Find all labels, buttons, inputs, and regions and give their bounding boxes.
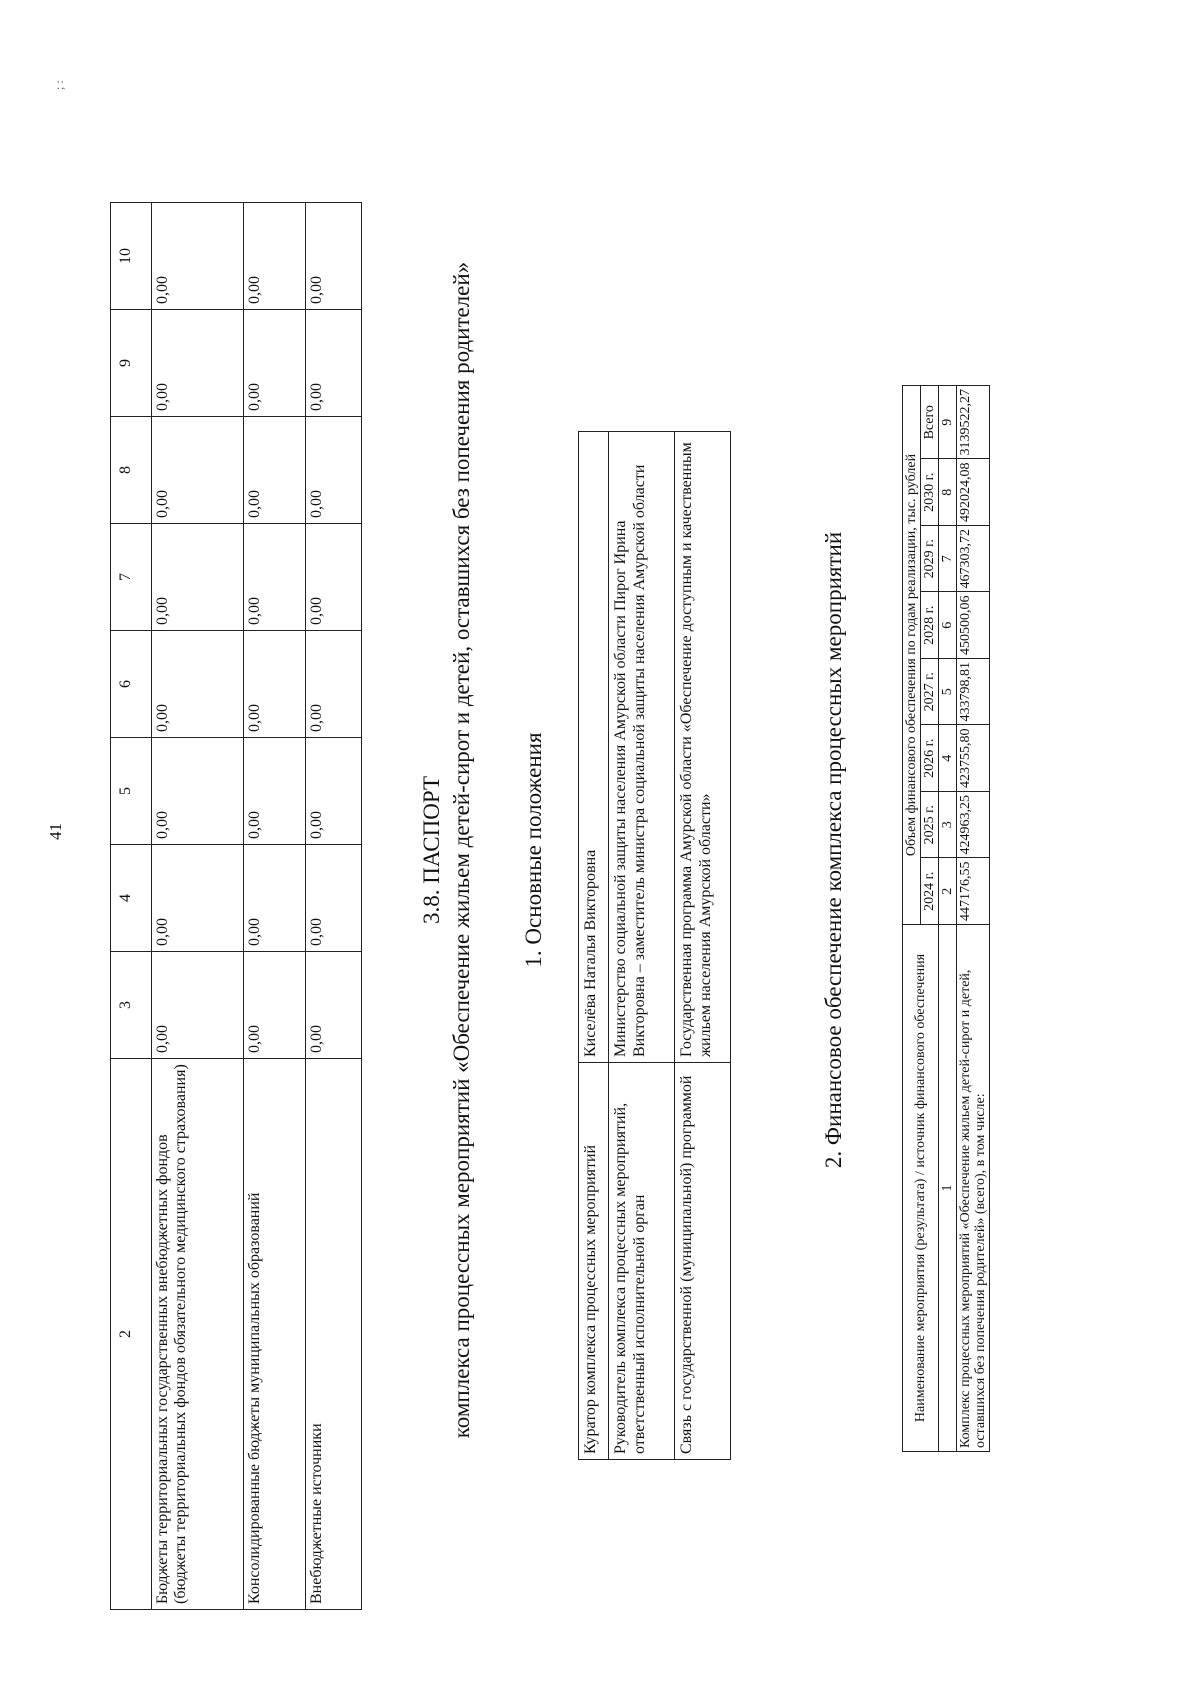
value-cell: 3139522,27	[957, 386, 990, 460]
value-cell: 0,00	[306, 417, 362, 524]
value-cell: 0,00	[244, 738, 306, 845]
header-cell: 8	[111, 417, 152, 524]
value-cell: 0,00	[306, 203, 362, 310]
table-row	[152, 203, 244, 1610]
value-cell: 0,00	[244, 845, 306, 952]
page-number: 41	[46, 823, 65, 840]
value-cell: 0,00	[152, 952, 244, 1059]
value-cell: 423755,80	[957, 725, 990, 792]
year-header: 2028 г.	[921, 592, 939, 659]
header-cell: 5	[111, 738, 152, 845]
provision-label: Связь с государственной (муниципальной) программой	[675, 1063, 731, 1460]
value-cell: 0,00	[306, 310, 362, 417]
value-cell: 450500,06	[957, 592, 990, 659]
header-cell: 9	[111, 310, 152, 417]
value-cell: 0,00	[306, 738, 362, 845]
value-cell: 0,00	[152, 203, 244, 310]
column-number: 2	[939, 858, 957, 925]
header-cell: 2	[111, 1059, 152, 1610]
table-row	[957, 386, 990, 1452]
column-number: 1	[939, 925, 957, 1452]
header-cell: 10	[111, 203, 152, 310]
year-header: 2025 г.	[921, 792, 939, 859]
measure-name-cell: Комплекс процессных мероприятий «Обеспечение жильем детей-сирот и детей, оставшихся без попечения родителей» (всего), в том числе:	[957, 925, 990, 1452]
value-cell: 0,00	[306, 631, 362, 738]
numbers-row	[939, 386, 957, 1452]
value-cell: 0,00	[152, 417, 244, 524]
column-number: 4	[939, 725, 957, 792]
value-cell: 0,00	[244, 203, 306, 310]
provision-label: Руководитель комплекса процессных мероприятий, ответственный исполнительной орган	[609, 1063, 675, 1460]
value-cell: 0,00	[152, 310, 244, 417]
header-cell: 7	[111, 524, 152, 631]
value-cell: 0,00	[244, 952, 306, 1059]
year-header: 2029 г.	[921, 526, 939, 593]
column-number: 6	[939, 592, 957, 659]
table-header-row	[903, 386, 921, 1452]
header-cell: 6	[111, 631, 152, 738]
source-name-cell: Внебюджетные источники	[306, 1059, 362, 1610]
provision-value: Киселёва Наталья Викторовна	[579, 432, 609, 1063]
section-2-title: 2. Финансовое обеспечение комплекса процессных мероприятий	[821, 531, 846, 1169]
column-number: 9	[939, 386, 957, 460]
value-cell: 424963,25	[957, 792, 990, 859]
margin-mark: ; :	[52, 80, 66, 90]
value-cell: 0,00	[152, 524, 244, 631]
section-1-title: 1. Основные положения	[521, 732, 546, 968]
value-cell: 433798,81	[957, 659, 990, 726]
table-row	[244, 203, 306, 1610]
total-header: Всего	[921, 386, 939, 460]
value-cell: 492024,08	[957, 459, 990, 526]
column-number: 5	[939, 659, 957, 726]
header-cell: 4	[111, 845, 152, 952]
year-header: 2027 г.	[921, 659, 939, 726]
year-header: 2030 г.	[921, 459, 939, 526]
col1-header: Наименование мероприятия (результата) / источник финансового обеспечения	[903, 925, 939, 1452]
column-number: 8	[939, 459, 957, 526]
column-number: 3	[939, 792, 957, 859]
value-cell: 0,00	[306, 952, 362, 1059]
value-cell: 0,00	[152, 845, 244, 952]
year-header: 2024 г.	[921, 858, 939, 925]
table-row	[579, 432, 609, 1460]
value-cell: 0,00	[244, 310, 306, 417]
header-cell: 3	[111, 952, 152, 1059]
table-header-row	[111, 203, 152, 1610]
value-cell: 0,00	[306, 845, 362, 952]
value-cell: 0,00	[306, 524, 362, 631]
passport-title: 3.8. ПАСПОРТ	[419, 776, 444, 925]
provision-value: Государственная программа Амурской области «Обеспечение доступным и качественным жильем населения Амурской области»	[675, 432, 731, 1063]
year-header: 2026 г.	[921, 725, 939, 792]
provision-value: Министерство социальной защиты населения Амурской области Пирог Ирина Викторовна – заместитель министра социальной защиты населения Амурской области	[609, 432, 675, 1063]
value-cell: 447176,55	[957, 858, 990, 925]
value-cell: 0,00	[152, 631, 244, 738]
passport-subtitle: комплекса процессных мероприятий «Обеспечение жильем детей-сирот и детей, оставшихся без попечения родителей»	[449, 261, 474, 1439]
value-cell: 467303,72	[957, 526, 990, 593]
value-cell: 0,00	[244, 631, 306, 738]
provision-label: Куратор комплекса процессных мероприятий	[579, 1063, 609, 1460]
financing-table	[902, 385, 990, 1452]
table-row	[306, 203, 362, 1610]
table-row	[675, 432, 731, 1460]
group-header: Объем финансового обеспечения по годам реализации, тыс. рублей	[903, 386, 921, 925]
source-name-cell: Консолидированные бюджеты муниципальных образований	[244, 1059, 306, 1610]
source-name-cell: Бюджеты территориальных государственных внебюджетных фондов (бюджеты территориальных фондов обязательного медицинского страхования)	[152, 1059, 244, 1610]
funding-sources-table	[110, 202, 362, 1610]
column-number: 7	[939, 526, 957, 593]
main-provisions-table	[578, 431, 731, 1460]
value-cell: 0,00	[244, 524, 306, 631]
value-cell: 0,00	[244, 417, 306, 524]
value-cell: 0,00	[152, 738, 244, 845]
table-row	[609, 432, 675, 1460]
